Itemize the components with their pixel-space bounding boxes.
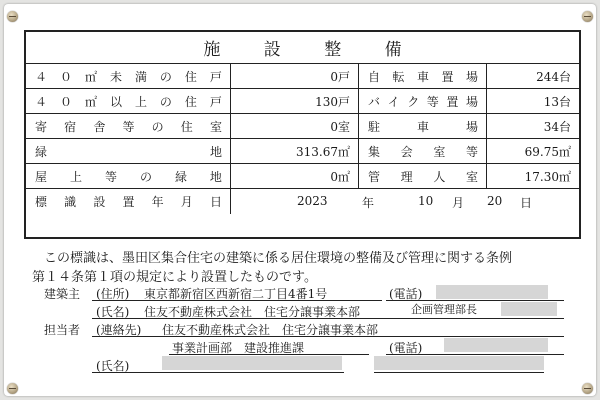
owner-address-label: (住所) <box>96 287 130 301</box>
screw-icon <box>582 11 593 22</box>
row-value: 0戸 <box>230 64 358 88</box>
underline <box>92 372 344 373</box>
row-value: 17.30㎡ <box>486 164 579 188</box>
notice-line-1: この標識は、墨田区集合住宅の建築に係る居住環境の整備及び管理に関する条例 <box>44 251 513 266</box>
underline <box>386 354 564 355</box>
date-year: 2023 <box>297 194 328 208</box>
row-label: 集 会 室 等 <box>358 139 486 163</box>
owner-address: 東京都新宿区西新宿二丁目4番1号 <box>144 287 328 301</box>
date-day-unit: 日 <box>520 196 533 210</box>
redacted-phone <box>444 338 548 352</box>
table-row <box>26 114 579 139</box>
underline <box>374 372 544 373</box>
date-label: 標 識 設 置 年 月 日 <box>35 195 222 209</box>
row-value: 244台 <box>486 64 579 88</box>
row-value: 313.67㎡ <box>230 139 358 163</box>
owner-name: 住友不動産株式会社 住宅分譲事業本部 <box>144 305 361 319</box>
contact-phone-label: (電話) <box>389 341 423 355</box>
contact-name-label: (氏名) <box>96 359 130 373</box>
row-label: 自 転 車 置 場 <box>358 64 486 88</box>
contact-department: 事業計画部 建設推進課 <box>172 341 305 355</box>
row-label: 寄 宿 舎 等 の 住 室 <box>35 119 222 134</box>
table-row <box>26 64 579 89</box>
row-label: 管 理 人 室 <box>358 164 486 188</box>
redacted-phone <box>436 285 548 299</box>
row-value: 130戸 <box>230 89 358 113</box>
date-value <box>230 189 579 214</box>
redacted-name <box>162 356 342 370</box>
table-row <box>26 164 579 189</box>
table-title: 施 設 整 備 <box>26 32 579 64</box>
contact-label: (連絡先) <box>96 323 142 337</box>
underline <box>92 300 382 301</box>
contact-company: 住友不動産株式会社 住宅分譲事業本部 <box>162 323 379 337</box>
row-label: 緑 地 <box>35 144 222 159</box>
row-label: ４ ０ ㎡ 以 上 の 住 戸 <box>35 94 222 109</box>
owner-name-suffix: 企画管理部長 <box>411 303 477 316</box>
screw-icon <box>7 11 18 22</box>
date-row <box>26 189 579 237</box>
redacted-name <box>501 302 557 316</box>
screw-icon <box>7 383 18 394</box>
sign-board <box>4 4 596 396</box>
owner-name-label: (氏名) <box>96 305 130 319</box>
table-row <box>26 89 579 114</box>
row-value: 13台 <box>486 89 579 113</box>
date-day: 20 <box>487 194 503 208</box>
underline <box>92 336 564 337</box>
row-value: 0㎡ <box>230 164 358 188</box>
row-value: 69.75㎡ <box>486 139 579 163</box>
underline <box>169 354 369 355</box>
date-month: 10 <box>418 194 434 208</box>
contact-heading: 担当者 <box>44 323 81 337</box>
notice-line-2: 第１４条第１項の規定により設置したものです。 <box>32 270 317 285</box>
redacted-field <box>374 356 544 370</box>
row-value: 0室 <box>230 114 358 138</box>
row-value: 34台 <box>486 114 579 138</box>
date-year-unit: 年 <box>362 196 375 210</box>
underline <box>92 318 564 319</box>
date-month-unit: 月 <box>452 196 465 210</box>
owner-heading: 建築主 <box>44 287 81 301</box>
row-label: バ イ ク 等 置 場 <box>358 89 486 113</box>
row-label: 屋 上 等 の 緑 地 <box>35 169 222 184</box>
row-label: ４ ０ ㎡ 未 満 の 住 戸 <box>35 69 222 84</box>
owner-phone-label: (電話) <box>389 287 423 301</box>
row-label: 駐 車 場 <box>358 114 486 138</box>
facility-table <box>24 30 581 239</box>
table-row <box>26 139 579 164</box>
screw-icon <box>582 383 593 394</box>
